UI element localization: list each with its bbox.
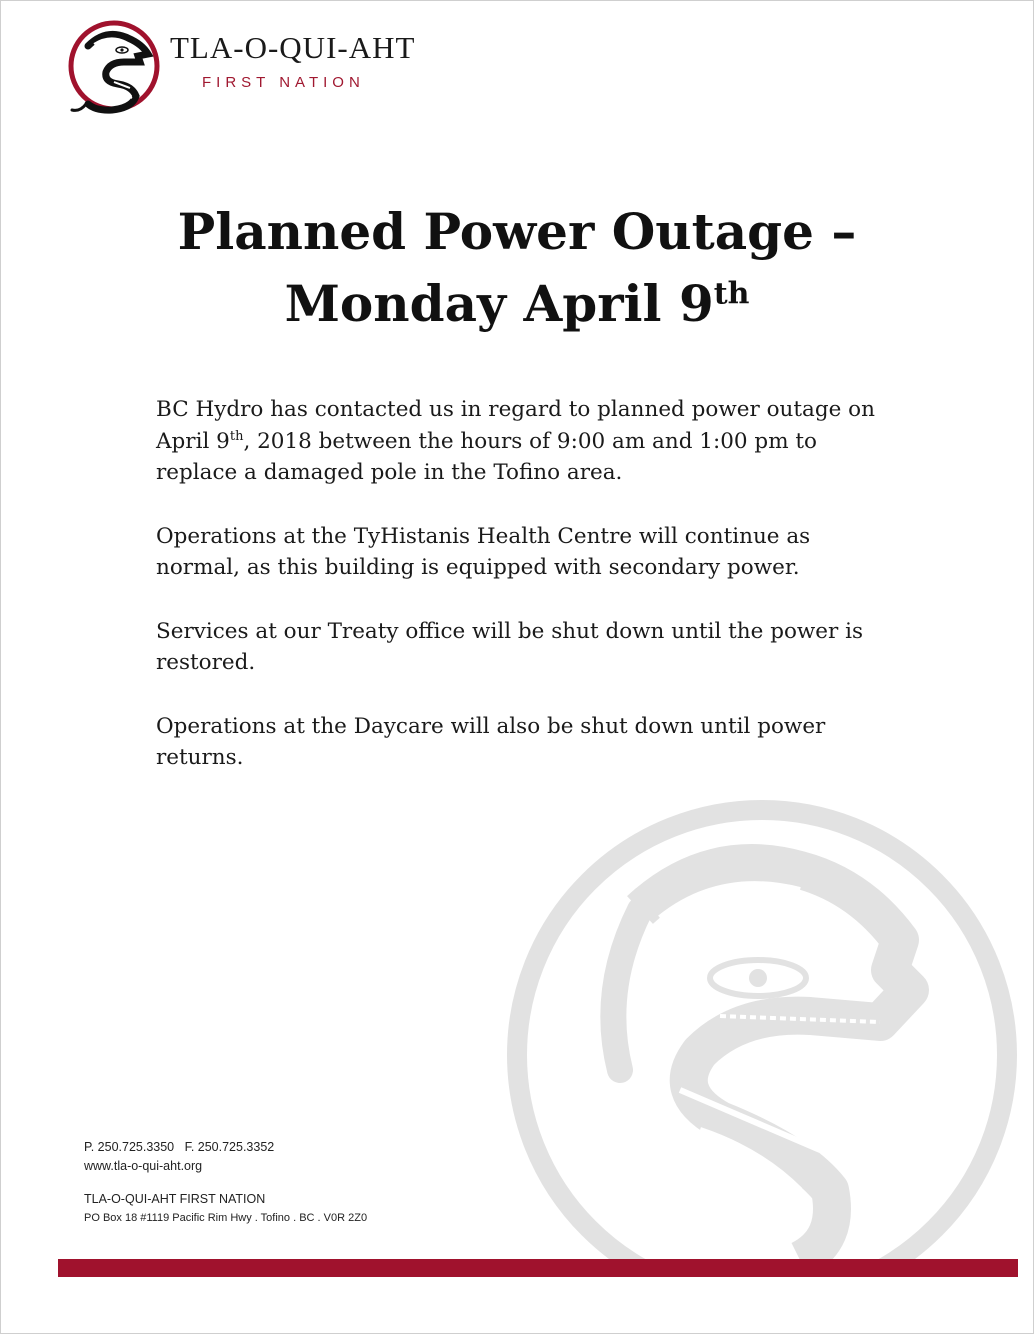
paragraph-health-centre: Operations at the TyHistanis Health Centre will continue as normal, as this building is equipped with secondary power. (156, 523, 811, 580)
title-line-2 (0, 268, 1034, 340)
phone-fax-line (84, 1138, 367, 1157)
title-line-2-sup: th (713, 276, 750, 312)
org-subtitle: FIRST NATION (202, 74, 365, 91)
paragraph-1-part-b: , 2018 between the hours of 9:00 am and 1:00 pm to replace a damaged pole in the Tofino area. (156, 428, 817, 485)
fax-number: F. 250.725.3352 (184, 1140, 275, 1154)
notice-body (156, 394, 896, 806)
paragraph-treaty-office: Services at our Treaty office will be shut down until the power is restored. (156, 618, 864, 675)
footer-org-name: TLA-O-QUI-AHT FIRST NATION (84, 1192, 266, 1206)
phone-number: P. 250.725.3350 (84, 1140, 175, 1154)
wolf-serpent-logo-icon (66, 16, 166, 116)
paragraph-daycare: Operations at the Daycare will also be shut down until power returns. (156, 713, 826, 770)
footer-contact (84, 1138, 367, 1228)
paragraph-1-sup: th (229, 428, 244, 444)
title-line-1: Planned Power Outage – (177, 202, 857, 261)
wolf-serpent-watermark-icon (500, 790, 1020, 1260)
paragraph-outage-details (156, 394, 896, 489)
org-name: TLA-O-QUI-AHT (170, 30, 416, 65)
paragraph-1-part-a: BC Hydro has contacted us in regard to planned power outage on April 9 (156, 397, 875, 454)
website-link[interactable]: www.tla-o-qui-aht.org (84, 1159, 203, 1173)
footer-address: PO Box 18 #1119 Pacific Rim Hwy . Tofino . BC . V0R 2Z0 (84, 1212, 368, 1224)
title-line-2-text: Monday April 9 (284, 274, 714, 333)
bottom-brand-bar (58, 1259, 1018, 1277)
page-title (0, 196, 1034, 340)
